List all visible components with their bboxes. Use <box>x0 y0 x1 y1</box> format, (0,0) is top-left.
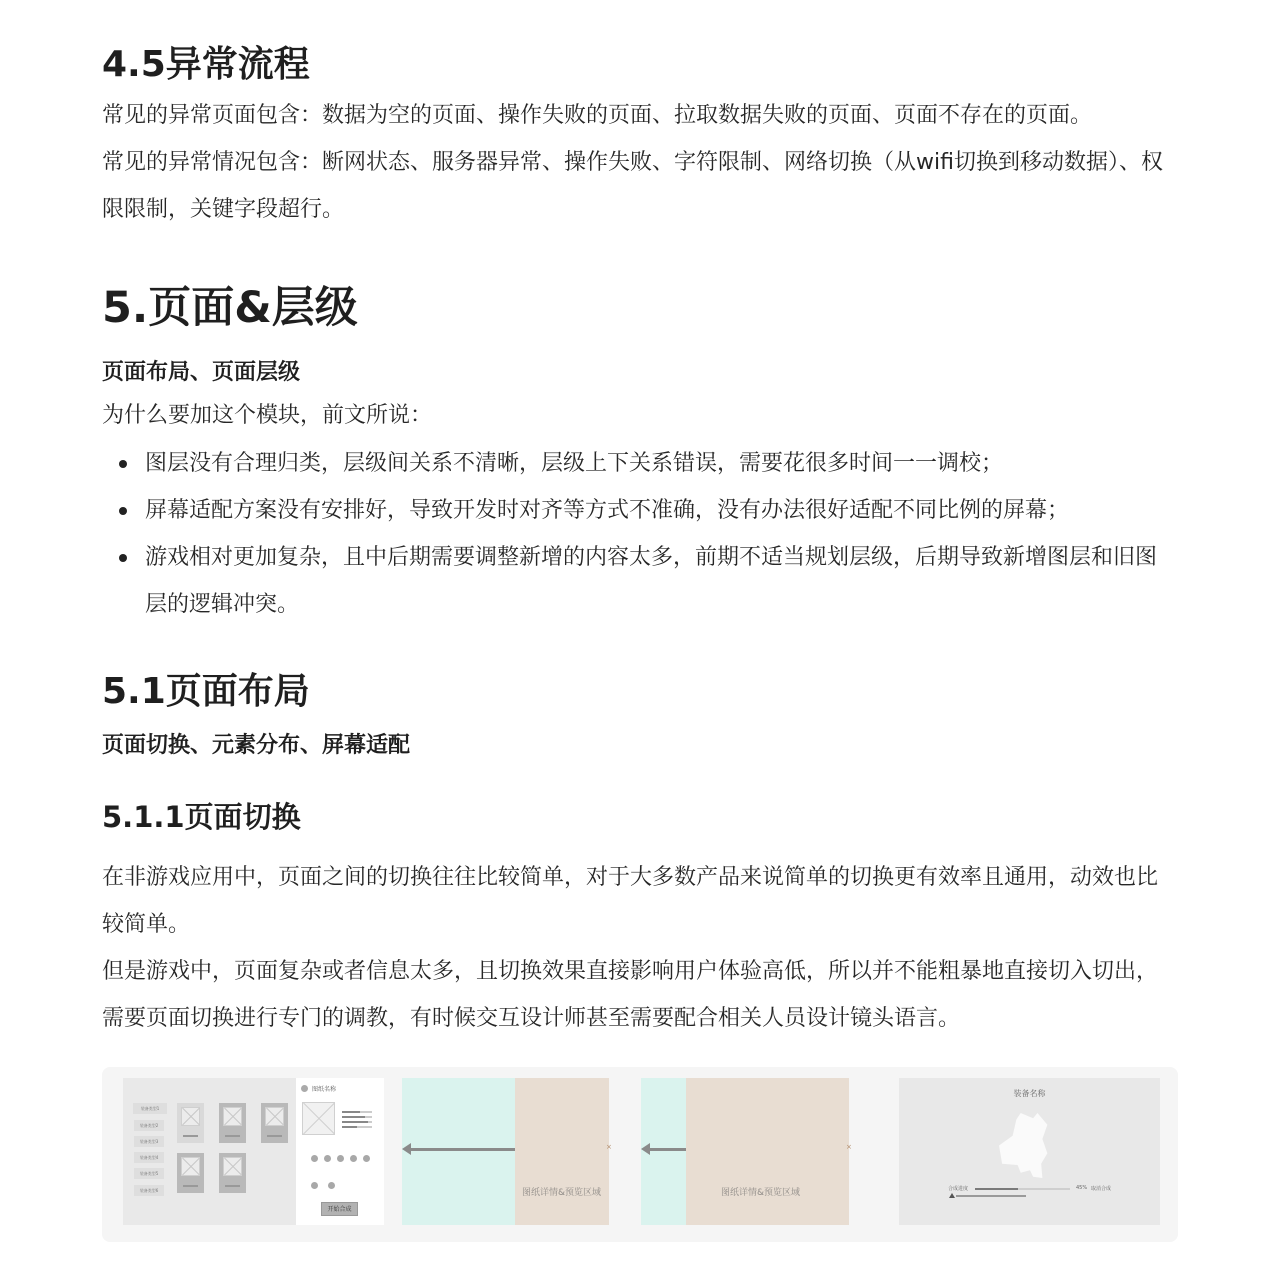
start-synthesis-button: 开始合成 <box>321 1202 358 1216</box>
list-item: 游戏相对更加复杂，且中后期需要调整新增的内容太多，前期不适当规划层级，后期导致新增图层和旧图层的逻辑冲突。 <box>102 534 1178 628</box>
blueprint-card <box>177 1103 204 1143</box>
category-item: 装备类型6 <box>134 1185 164 1196</box>
intro-5: 为什么要加这个模块，前文所说： <box>102 403 433 428</box>
subtitle-5-1: 页面切换、元素分布、屏幕适配 <box>102 733 411 758</box>
bullet-list <box>102 440 1178 628</box>
blueprint-card <box>177 1153 204 1193</box>
material-icon <box>311 1182 318 1189</box>
paragraph-abnormal-pages: 常见的异常页面包含：数据为空的页面、操作失败的页面、拉取数据失败的页面、页面不存在的页面。 <box>102 103 1093 128</box>
wireframe-blueprint-list <box>123 1078 384 1225</box>
stat-bar <box>342 1126 372 1128</box>
paragraph-game: 但是游戏中，页面复杂或者信息太多，且切换效果直接影响用户体验高低，所以并不能粗暴地直接切入切出，需要页面切换进行专门的调教，有时候交互设计师甚至需要配合相关人员设计镜头语言。 <box>102 959 1159 1031</box>
heading-4-5: 4.5异常流程 <box>102 44 310 85</box>
heading-5: 5.页面&层级 <box>102 283 358 333</box>
subtitle-5: 页面布局、页面层级 <box>102 360 301 385</box>
heading-5-1: 5.1页面布局 <box>102 671 310 712</box>
material-icon <box>328 1182 335 1189</box>
paragraph-abnormal-cases: 常见的异常情况包含：断网状态、服务器异常、操作失败、字符限制、网络切换（从wifi切换到移动数据）、权限限制，关键字段超行。 <box>102 150 1163 222</box>
image-placeholder-icon <box>181 1157 200 1176</box>
arrow-left-icon <box>409 1148 515 1151</box>
blueprint-name: 图纸名称 <box>312 1086 337 1093</box>
transition-frame-2 <box>641 1078 852 1225</box>
material-icon <box>337 1155 344 1162</box>
warning-text <box>956 1195 1026 1197</box>
material-icon <box>350 1155 357 1162</box>
blueprint-card <box>219 1103 246 1143</box>
image-placeholder-icon <box>181 1107 200 1126</box>
list-item: 屏幕适配方案没有安排好，导致开发时对齐等方式不准确，没有办法很好适配不同比例的屏幕； <box>102 487 1178 534</box>
image-placeholder-icon <box>265 1107 284 1126</box>
blueprint-icon <box>301 1085 308 1092</box>
material-icon <box>324 1155 331 1162</box>
image-placeholder-icon <box>302 1102 335 1135</box>
category-item: 装备类型5 <box>134 1168 164 1179</box>
material-icon <box>311 1155 318 1162</box>
heading-5-1-1: 5.1.1页面切换 <box>102 800 301 834</box>
page-transition-figure <box>102 1067 1178 1242</box>
stat-bar <box>342 1111 372 1113</box>
category-item: 装备类型2 <box>134 1120 164 1131</box>
close-icon: × <box>846 1143 852 1151</box>
image-placeholder-icon <box>223 1157 242 1176</box>
detail-preview-area <box>686 1078 849 1225</box>
close-icon: × <box>606 1143 612 1151</box>
blueprint-card <box>219 1153 246 1193</box>
image-placeholder-icon <box>223 1107 242 1126</box>
bullet-dot-icon <box>119 460 127 468</box>
stat-bar <box>342 1121 372 1123</box>
transition-frame-1 <box>402 1078 612 1225</box>
warning-icon <box>949 1193 955 1198</box>
cancel-synthesis-button: 取消合成 <box>1091 1186 1112 1192</box>
material-icon <box>363 1155 370 1162</box>
blueprint-detail-panel <box>296 1078 384 1225</box>
equipment-name: 装备名称 <box>1013 1089 1046 1098</box>
area-label: 图纸详情&预览区域 <box>721 1188 801 1198</box>
stat-bar <box>342 1116 372 1118</box>
progress-bar <box>975 1188 1070 1190</box>
progress-percent: 45% <box>1076 1185 1088 1191</box>
bullet-dot-icon <box>119 507 127 515</box>
progress-label: 合成进度 <box>948 1186 969 1192</box>
paragraph-non-game: 在非游戏应用中，页面之间的切换往往比较简单，对于大多数产品来说简单的切换更有效率且通用，动效也比较简单。 <box>102 865 1159 937</box>
arrow-left-icon <box>648 1148 686 1151</box>
equipment-silhouette <box>999 1113 1061 1178</box>
area-label: 图纸详情&预览区域 <box>522 1188 602 1198</box>
synthesis-progress-screen <box>899 1078 1160 1225</box>
category-item: 装备类型1 <box>133 1103 167 1114</box>
list-item: 图层没有合理归类，层级间关系不清晰，层级上下关系错误，需要花很多时间一一调校； <box>102 440 1178 487</box>
category-item: 装备类型3 <box>134 1136 164 1147</box>
detail-preview-area <box>515 1078 609 1225</box>
bullet-dot-icon <box>119 554 127 562</box>
blueprint-card <box>261 1103 288 1143</box>
category-item: 装备类型4 <box>134 1152 164 1163</box>
